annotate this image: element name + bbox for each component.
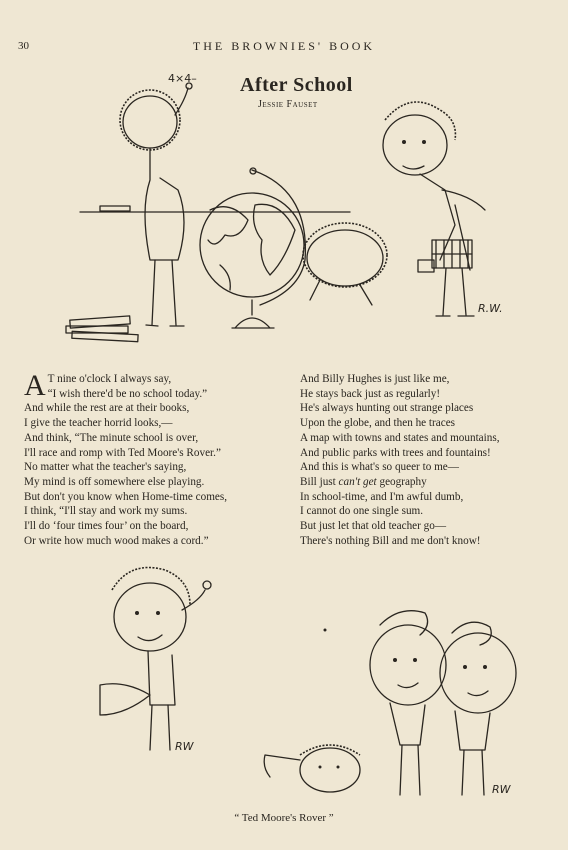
poem-line: And public parks with trees and fountains!: [300, 446, 491, 459]
poem-emphasis: can't get: [338, 475, 377, 488]
top-signature: R.W.: [478, 302, 503, 315]
poem-line: My mind is off somewhere else playing.: [24, 475, 205, 488]
poem-left-column: [24, 369, 228, 548]
poem-line: In school-time, and I'm awful dumb,: [300, 490, 464, 503]
boy-raising-hand: [100, 568, 211, 754]
poem-line: And while the rest are at their books,: [24, 402, 190, 415]
poem-line: But just let that old teacher go—: [300, 520, 447, 533]
poem-line: I'll race and romp with Ted Moore's Rover.”: [24, 446, 221, 459]
child-at-board: [120, 83, 192, 326]
bottom-illustration: [0, 555, 568, 805]
poem-line: He stays back just as regularly!: [300, 387, 441, 400]
poem-line: No matter what the teacher's saying,: [24, 461, 187, 474]
poem-line: “I wish there'd be no school today.”: [47, 387, 208, 400]
poem-line-start: Bill just: [300, 475, 339, 488]
poem-author: Jessie Fauset: [258, 99, 318, 110]
globe: [200, 168, 305, 328]
poem-line: T nine o'clock I always say,: [47, 373, 172, 385]
poem-line: And this is what's so queer to me—: [300, 461, 459, 474]
poem-line: And Billy Hughes is just like me,: [300, 373, 450, 385]
poem-line: Upon the globe, and then he traces: [300, 417, 456, 430]
child-bending: [303, 223, 387, 305]
poem-line: Or write how much wood makes a cord.”: [24, 534, 209, 547]
illustration-caption: “ Ted Moore's Rover ”: [234, 812, 334, 824]
poem-line: A map with towns and states and mountains,: [300, 431, 500, 444]
poem-line: There's nothing Bill and me don't know!: [300, 534, 481, 547]
poem-line: I think, “I'll stay and work my sums.: [24, 505, 188, 518]
eraser: [100, 206, 130, 211]
poem-line: And think, “The minute school is over,: [24, 431, 199, 444]
child-standing: [383, 102, 485, 316]
two-children: [370, 611, 516, 796]
book-pile: [66, 316, 138, 342]
poem-line-end: geography: [376, 475, 427, 488]
top-illustration: [0, 60, 568, 350]
poem-line: I cannot do one single sum.: [300, 505, 424, 518]
board-writing: 4×4–: [168, 72, 197, 85]
bottom-signature: RW: [175, 740, 194, 753]
poem-title: After School: [240, 74, 353, 96]
poem-line: [300, 475, 500, 490]
poem-right-column: [300, 372, 500, 548]
cat-rover: [264, 745, 360, 792]
svg-text:RW: RW: [492, 783, 511, 796]
poem-line: But don't you know when Home-time comes,: [24, 490, 228, 503]
poem-line: I'll do ‘four times four’ on the board,: [24, 520, 189, 533]
poem-line: He's always hunting out strange places: [300, 402, 474, 415]
running-title: THE BROWNIES' BOOK: [192, 39, 376, 53]
poem-line: I give the teacher horrid looks,—: [24, 417, 173, 430]
drop-cap: A: [24, 369, 46, 402]
page-number: 30: [18, 40, 29, 52]
